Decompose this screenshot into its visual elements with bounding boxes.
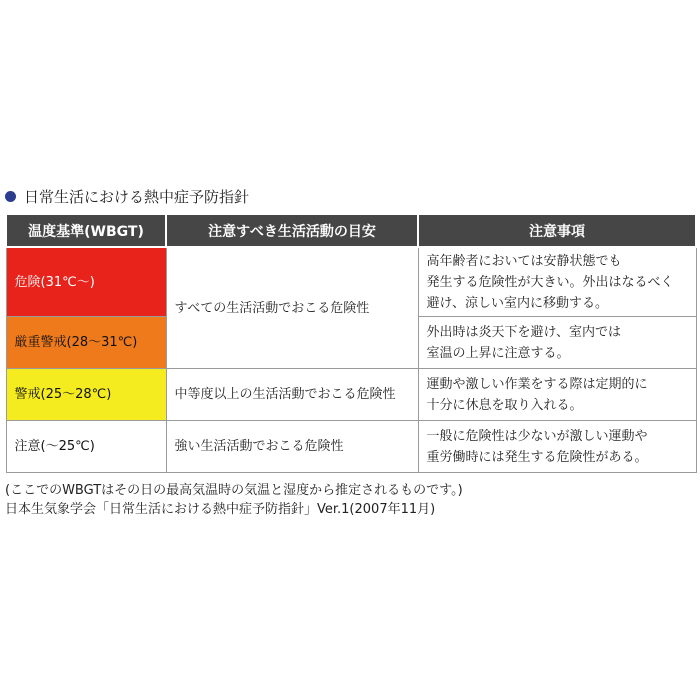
section-heading	[5, 185, 249, 207]
column-header-notes: 注意事項	[418, 214, 696, 247]
level-danger: 危険(31℃〜)	[6, 247, 166, 317]
note-line: 一般に危険性は少ないが激しい運動や	[426, 428, 648, 444]
note-severe-warning	[418, 317, 696, 369]
level-severe-warning: 厳重警戒(28〜31℃)	[6, 317, 166, 369]
note-line: 重労働時には発生する危険性がある。	[426, 449, 648, 465]
heatstroke-guideline-table	[5, 213, 697, 473]
table-row	[6, 247, 696, 317]
level-warning: 警戒(25〜28℃)	[6, 369, 166, 421]
column-header-activity: 注意すべき生活活動の目安	[166, 214, 418, 247]
footnote-source: 日本生気象学会「日常生活における熱中症予防指針」Ver.1(2007年11月)	[5, 502, 436, 517]
note-line: 室温の上昇に注意する。	[426, 345, 570, 361]
activity-all: すべての生活活動でおこる危険性	[166, 247, 418, 369]
table-header-row	[6, 214, 696, 247]
note-danger	[418, 247, 696, 317]
level-caution: 注意(〜25℃)	[6, 421, 166, 473]
note-warning	[418, 369, 696, 421]
column-header-wbgt: 温度基準(WBGT)	[6, 214, 166, 247]
section-heading-text: 日常生活における熱中症予防指針	[24, 187, 250, 206]
footnote-wbgt: (ここでのWBGTはその日の最高気温時の気温と湿度から推定されるものです。)	[5, 483, 463, 498]
activity-moderate: 中等度以上の生活活動でおこる危険性	[166, 369, 418, 421]
note-line: 運動や激しい作業をする際は定期的に	[426, 376, 648, 392]
bullet-dot-icon	[5, 191, 16, 202]
table-row	[6, 369, 696, 421]
note-line: 避け、涼しい室内に移動する。	[426, 295, 608, 311]
table-row	[6, 421, 696, 473]
note-line: 高年齢者においては安静状態でも	[426, 253, 622, 269]
note-line: 外出時は炎天下を避け、室内では	[426, 324, 621, 340]
note-line: 発生する危険性が大きい。外出はなるべく	[426, 274, 674, 290]
note-line: 十分に休息を取り入れる。	[426, 397, 583, 413]
activity-strong: 強い生活活動でおこる危険性	[166, 421, 418, 473]
note-caution	[418, 421, 696, 473]
